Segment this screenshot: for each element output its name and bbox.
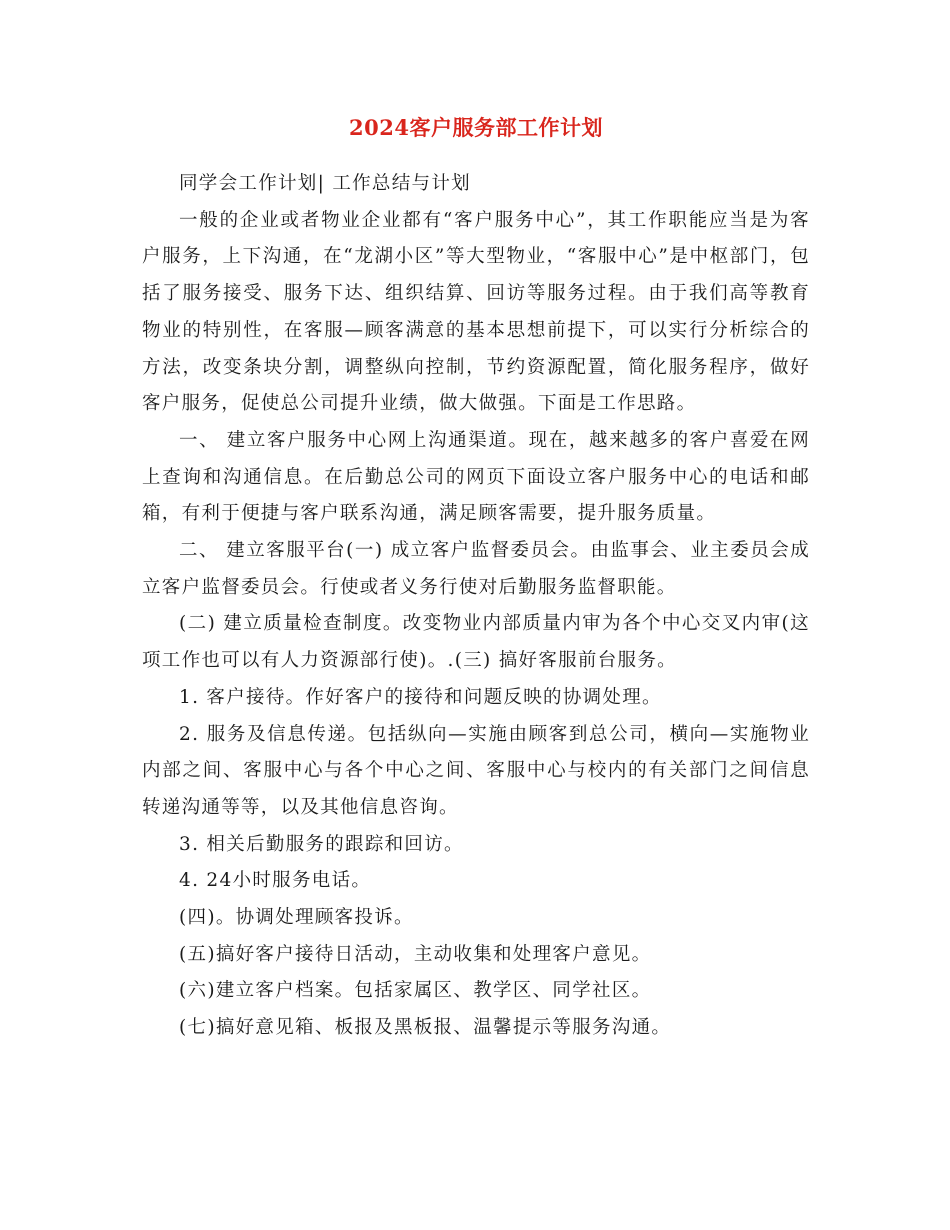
paragraph-quality-check: (二) 建立质量检查制度。改变物业内部质量内审为各个中心交叉内审(这项工作也可以有人力资源部行使)。.(三) 搞好客服前台服务。 [142, 613, 810, 672]
paragraph-item-4: 4. 24小时服务电话。 [179, 870, 372, 892]
document-body [142, 110, 810, 1047]
paragraph-section-2: 二、 建立客服平台(一) 成立客户监督委员会。由监事会、业主委员会成立客户监督委员会。行使或者义务行使对后勤服务监督职能。 [142, 540, 810, 598]
paragraph-reception-day: (五)搞好客户接待日活动，主动收集和处理客户意见。 [179, 943, 652, 965]
paragraph-section-1: 一、 建立客户服务中心网上沟通渠道。现在，越来越多的客户喜爱在网上查询和沟通信息。在后勤总公司的网页下面设立客户服务中心的电话和邮箱，有利于便捷与客户联系沟通，满足顾客需要，提升服务质量。 [142, 429, 810, 525]
paragraph-complaints: (四)。协调处理顾客投诉。 [179, 907, 414, 929]
document-title: 2024客户服务部工作计划 [349, 115, 603, 140]
paragraph-item-3: 3. 相关后勤服务的跟踪和回访。 [179, 833, 464, 855]
paragraph-item-1: 1. 客户接待。作好客户的接待和问题反映的协调处理。 [179, 686, 662, 708]
paragraph-suggestion-box: (七)搞好意见箱、板报及黑板报、温馨提示等服务沟通。 [179, 1017, 672, 1039]
paragraph-customer-files: (六)建立客户档案。包括家属区、教学区、同学社区。 [179, 980, 652, 1002]
paragraph-subtitle: 同学会工作计划| 工作总结与计划 [179, 173, 471, 194]
paragraph-item-2: 2. 服务及信息传递。包括纵向—实施由顾客到总公司，横向—实施物业内部之间、客服中心与各个中心之间、客服中心与校内的有关部门之间信息转递沟通等等，以及其他信息咨询。 [142, 723, 810, 818]
paragraph-intro: 一般的企业或者物业企业都有“客户服务中心”，其工作职能应当是为客户服务，上下沟通，在“龙湖小区”等大型物业，“客服中心”是中枢部门，包括了服务接受、服务下达、组织结算、回访等服务过程。由于我们高等教育物业的特别性，在客服—顾客满意的基本思想前提下，可以实行分析综合的方法，改变条块分割，调整纵向控制，节约资源配置，简化服务程序，做好客户服务，促使总公司提升业绩，做大做强。下面是工作思路。 [142, 209, 810, 415]
